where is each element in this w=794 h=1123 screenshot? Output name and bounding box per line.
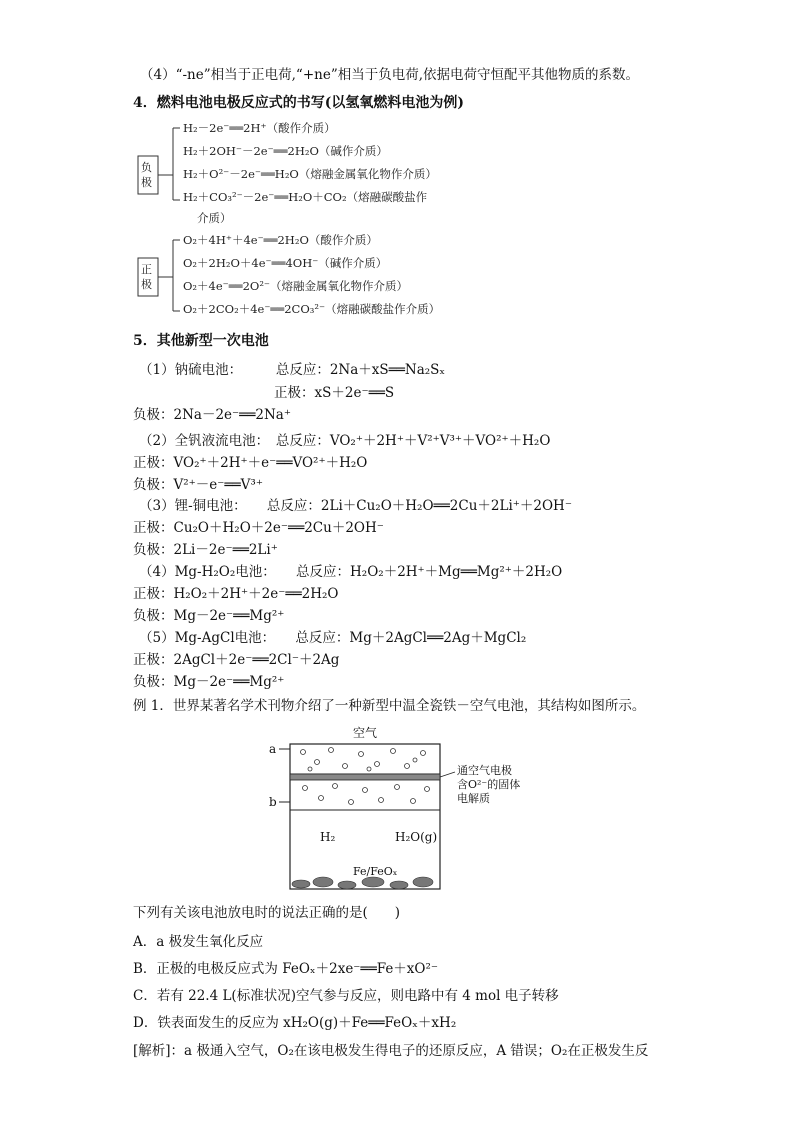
fe-feox-label: Fe/FeOₓ xyxy=(353,865,398,878)
battery-line: 负极：2Na－2e⁻══2Na⁺ xyxy=(133,407,291,423)
example-intro: 例 1．世界某著名学术刊物介绍了一种新型中温全瓷铁－空气电池，其结构如图所示。 xyxy=(133,698,646,714)
battery-line: （1）钠硫电池： 总反应：2Na＋xS══Na₂Sₓ xyxy=(139,362,446,378)
option-b: B．正极的电极反应式为 FeOₓ＋2xe⁻══Fe＋xO²⁻ xyxy=(133,961,439,977)
electrode-a-label: a xyxy=(269,742,277,756)
battery-line: （3）锂-铜电池： 总反应：2Li＋Cu₂O＋H₂O══2Cu＋2Li⁺＋2OH⁻ xyxy=(139,498,572,514)
battery-line: （4）Mg-H₂O₂电池： 总反应：H₂O₂＋2H⁺＋Mg══Mg²⁺＋2H₂O xyxy=(139,564,563,580)
positive-electrode-label: 正极 xyxy=(141,263,152,291)
battery-line: （5）Mg-AgCl电池： 总反应：Mg＋2AgCl══2Ag＋MgCl₂ xyxy=(139,630,527,646)
battery-line: 负极：Mg－2e⁻══Mg²⁺ xyxy=(133,674,285,690)
pos-eq-3: O₂＋4e⁻══2O²⁻（熔融金属氧化物作介质） xyxy=(183,279,409,293)
battery-figure xyxy=(265,722,525,892)
electrolyte-label: 电解质 xyxy=(457,792,490,805)
neg-eq-4: H₂＋CO₃²⁻－2e⁻══H₂O＋CO₂（熔融碳酸盐作 xyxy=(183,190,428,204)
neg-eq-3: H₂＋O²⁻－2e⁻══H₂O（熔融金属氧化物作介质） xyxy=(183,167,437,181)
negative-electrode-label: 负极 xyxy=(141,161,152,189)
neg-eq-4-cont: 介质） xyxy=(197,211,232,225)
battery-line: 负极：V²⁺－e⁻══V³⁺ xyxy=(133,477,263,493)
battery-line: 正极：H₂O₂＋2H⁺＋2e⁻══2H₂O xyxy=(133,586,339,602)
neg-eq-2: H₂＋2OH⁻－2e⁻══2H₂O（碱作介质） xyxy=(183,144,388,158)
battery-line: 正极：2AgCl＋2e⁻══2Cl⁻＋2Ag xyxy=(133,652,340,668)
h2o-label: H₂O(g) xyxy=(395,830,438,844)
battery-line: 负极：Mg－2e⁻══Mg²⁺ xyxy=(133,608,285,624)
section-5-heading: 5．其他新型一次电池 xyxy=(133,333,269,349)
air-label: 空气 xyxy=(353,726,378,740)
battery-line: 负极：2Li－2e⁻══2Li⁺ xyxy=(133,542,278,558)
solid-electrolyte-label: 含O²⁻的固体 xyxy=(457,778,521,791)
analysis-text: [解析]：a 极通入空气，O₂在该电极发生得电子的还原反应，A 错误；O₂在正极发生反 xyxy=(133,1043,649,1059)
option-c: C．若有 22.4 L(标准状况)空气参与反应，则电路中有 4 mol 电子转移 xyxy=(133,988,559,1004)
pos-eq-2: O₂＋2H₂O＋4e⁻══4OH⁻（碱作介质） xyxy=(183,256,388,270)
battery-line: （2）全钒液流电池： 总反应：VO₂⁺＋2H⁺＋V²⁺V³⁺＋VO²⁺＋H₂O xyxy=(139,433,551,449)
electrode-b-label: b xyxy=(269,795,277,809)
neg-eq-1: H₂－2e⁻══2H⁺（酸作介质） xyxy=(183,121,336,135)
h2-label: H₂ xyxy=(320,830,336,844)
battery-line: 正极：VO₂⁺＋2H⁺＋e⁻══VO²⁺＋H₂O xyxy=(133,455,368,471)
pos-eq-4: O₂＋2CO₂＋4e⁻══2CO₃²⁻（熔融碳酸盐作介质） xyxy=(183,302,441,316)
section-4-heading: 4．燃料电池电极反应式的书写(以氢氧燃料电池为例) xyxy=(133,95,464,111)
charge-note: （4）“-ne”相当于正电荷,“+ne”相当于负电荷,依据电荷守恒配平其他物质的系数。 xyxy=(140,67,640,83)
question-text: 下列有关该电池放电时的说法正确的是( ) xyxy=(133,905,401,921)
battery-line: 正极：xS＋2e⁻══S xyxy=(139,385,395,401)
pos-eq-1: O₂＋4H⁺＋4e⁻══2H₂O（酸作介质） xyxy=(183,233,378,247)
air-electrode-label: 通空气电极 xyxy=(457,764,512,777)
option-a: A．a 极发生氧化反应 xyxy=(133,934,264,950)
option-d: D．铁表面发生的反应为 xH₂O(g)＋Fe══FeOₓ＋xH₂ xyxy=(133,1015,457,1031)
battery-line: 正极：Cu₂O＋H₂O＋2e⁻══2Cu＋2OH⁻ xyxy=(133,520,384,536)
